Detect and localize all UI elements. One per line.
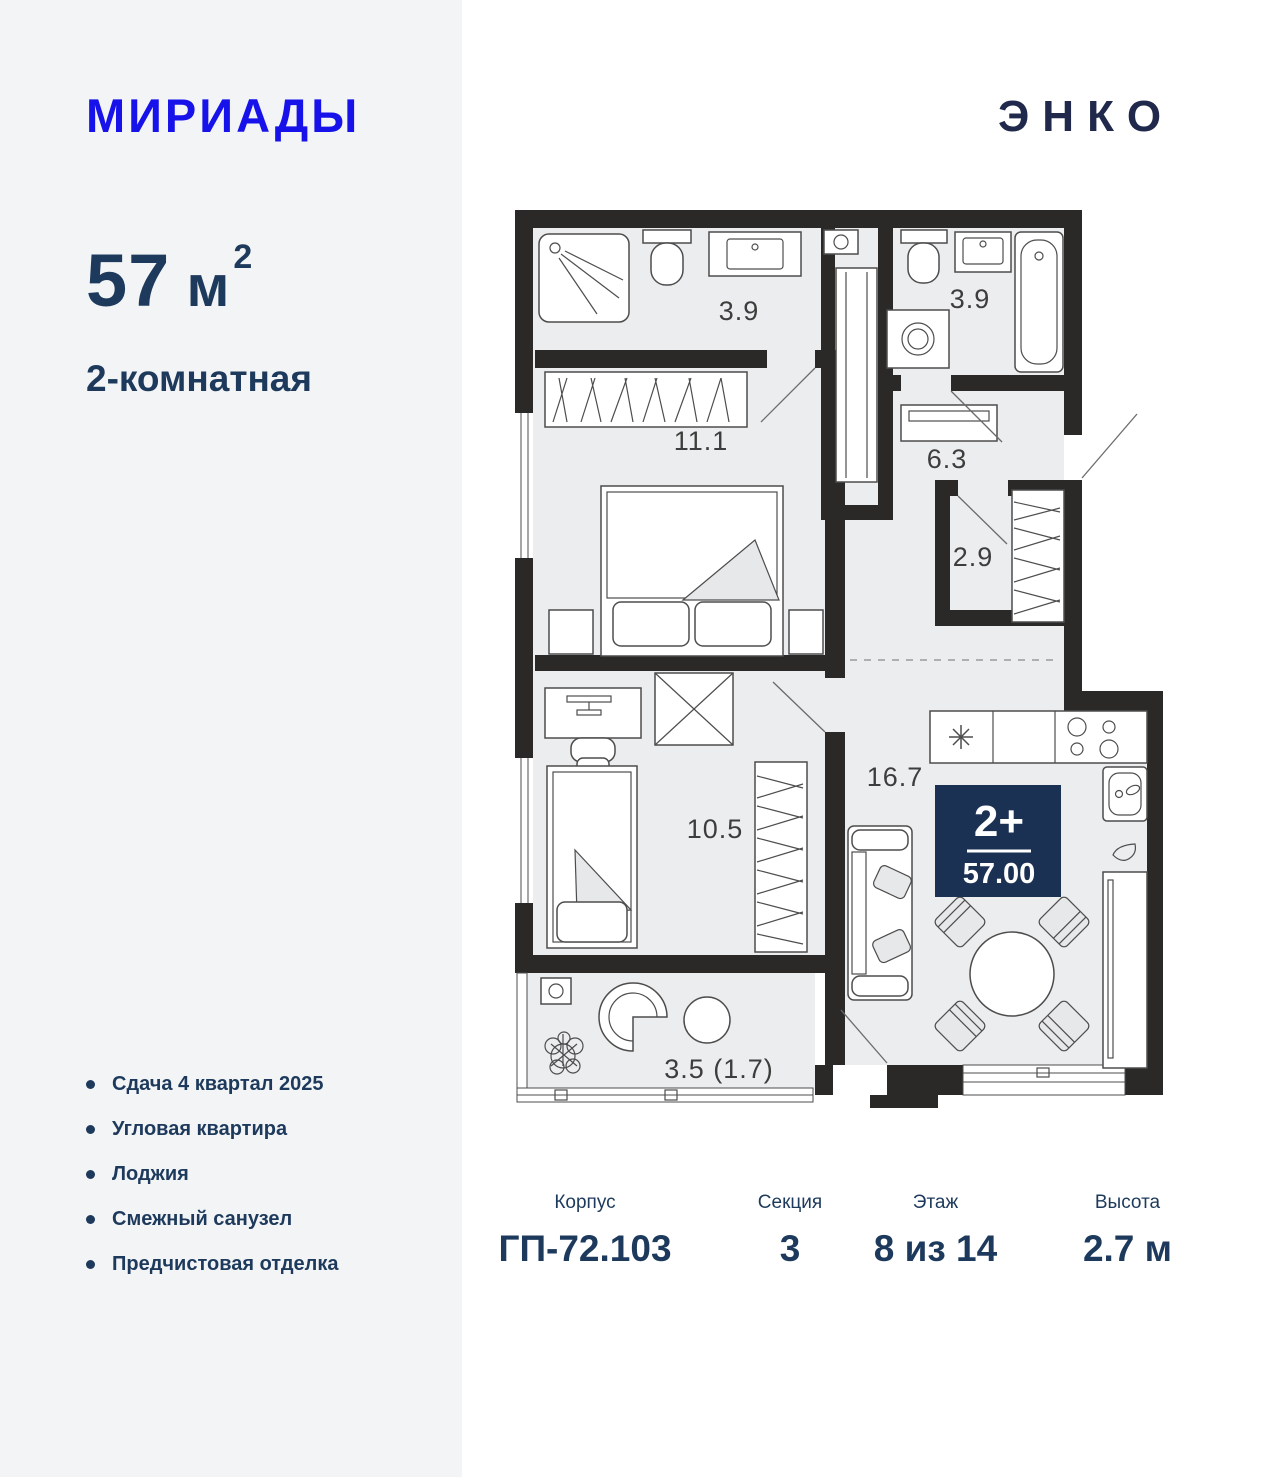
washing-machine-icon bbox=[887, 310, 949, 368]
wardrobe-icon bbox=[1012, 490, 1064, 622]
detail-height bbox=[1040, 1192, 1215, 1270]
floor-plan-svg bbox=[515, 210, 1165, 1110]
feature-label: Предчистовая отделка bbox=[112, 1253, 339, 1275]
room-label-closet: 2.9 bbox=[952, 542, 994, 572]
feature-item bbox=[86, 1107, 338, 1152]
area-title bbox=[86, 238, 252, 323]
bullet-icon bbox=[86, 1170, 95, 1179]
feature-label: Сдача 4 квартал 2025 bbox=[112, 1073, 324, 1095]
feature-item bbox=[86, 1242, 338, 1287]
area-badge bbox=[935, 785, 1061, 897]
detail-value: 2.7 м bbox=[1082, 1228, 1173, 1269]
room-label-bathroom-right: 3.9 bbox=[949, 284, 991, 314]
detail-label: Корпус bbox=[554, 1192, 616, 1213]
detail-value: 8 из 14 bbox=[873, 1228, 998, 1269]
room-label-living: 16.7 bbox=[866, 762, 924, 792]
room-label-bathroom-top: 3.9 bbox=[718, 296, 760, 326]
room-label-loggia: 3.5 (1.7) bbox=[664, 1054, 774, 1084]
crossed-box-icon bbox=[655, 673, 733, 745]
project-logo: МИРИАДЫ bbox=[86, 89, 361, 142]
wardrobe-icon bbox=[755, 762, 807, 952]
detail-value: ГП-72.103 bbox=[498, 1228, 672, 1269]
feature-item bbox=[86, 1062, 338, 1107]
detail-value: 3 bbox=[779, 1228, 801, 1269]
sink-icon bbox=[955, 232, 1011, 272]
detail-label: Высота bbox=[1094, 1192, 1161, 1213]
feature-item bbox=[86, 1197, 338, 1242]
wardrobe-icon bbox=[545, 372, 747, 427]
detail-label: Секция bbox=[757, 1192, 823, 1213]
floor-plan bbox=[515, 210, 1165, 1110]
kitchen-counter bbox=[930, 711, 1147, 763]
shower-icon bbox=[539, 234, 629, 322]
area-exponent: 2 bbox=[233, 238, 253, 276]
detail-label: Этаж bbox=[912, 1192, 959, 1213]
bullet-icon bbox=[86, 1260, 95, 1269]
badge-rooms: 2+ bbox=[973, 797, 1025, 846]
apartment-type: 2-комнатная bbox=[86, 358, 312, 399]
feature-item bbox=[86, 1152, 338, 1197]
feature-list bbox=[86, 1062, 338, 1287]
area-unit: м bbox=[186, 254, 230, 319]
bathtub-icon bbox=[1015, 232, 1063, 372]
developer-logo: ЭНКО bbox=[998, 92, 1175, 141]
area-value: 57 bbox=[86, 239, 171, 322]
bullet-icon bbox=[86, 1080, 95, 1089]
feature-label: Угловая квартира bbox=[112, 1118, 288, 1140]
kitchen-sink-icon bbox=[1103, 767, 1147, 821]
room-label-bedroom-second: 10.5 bbox=[686, 814, 744, 844]
room-label-hallway: 6.3 bbox=[926, 444, 968, 474]
feature-label: Лоджия bbox=[112, 1163, 189, 1185]
badge-area: 57.00 bbox=[962, 858, 1036, 890]
room-label-bedroom-main: 11.1 bbox=[673, 426, 729, 456]
bullet-icon bbox=[86, 1125, 95, 1134]
single-bed-icon bbox=[547, 766, 637, 948]
fridge-cabinet bbox=[1103, 872, 1147, 1068]
detail-building bbox=[480, 1192, 690, 1270]
detail-section bbox=[715, 1192, 865, 1270]
detail-floor bbox=[848, 1192, 1023, 1270]
bullet-icon bbox=[86, 1215, 95, 1224]
sofa-icon bbox=[848, 826, 913, 1000]
sink-icon bbox=[709, 232, 801, 276]
feature-label: Смежный санузел bbox=[112, 1208, 293, 1230]
